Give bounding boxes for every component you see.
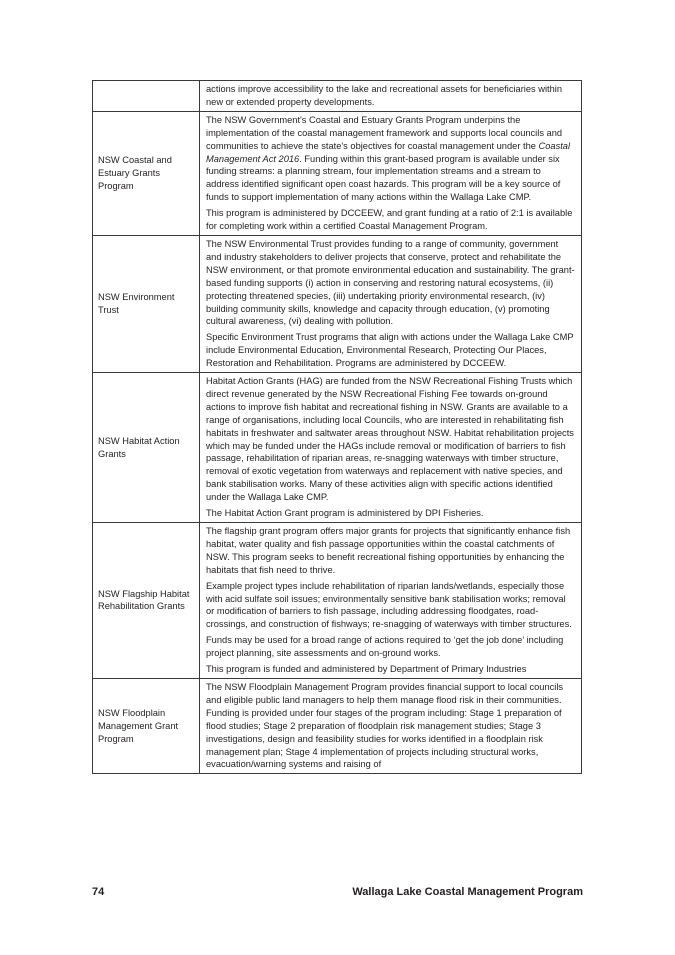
program-name-cell: NSW Habitat Action Grants [93, 373, 200, 523]
program-description-cell [200, 81, 582, 112]
description-paragraph: This program is administered by DCCEEW, and grant funding at a ratio of 2:1 is available for completing work within a certified Coastal Management Program. [206, 208, 573, 232]
program-name-cell: NSW Flagship Habitat Rehabilitation Grants [93, 523, 200, 679]
table-row [93, 678, 582, 773]
description-paragraph: The flagship grant program offers major grants for projects that significantly enhance fish habitat, water quality and fish passage opportunities within the coastal catchments of NSW. This program seeks to benefit recreational fishing opportunities by enhancing the habitats that fish need to thrive. [206, 526, 571, 575]
program-name-cell: NSW Environment Trust [93, 235, 200, 372]
description-paragraph: Funds may be used for a broad range of actions required to ‘get the job done’ including project planning, site assessments and on-ground works. [206, 635, 564, 659]
program-description-cell [200, 111, 582, 235]
table-row [93, 235, 582, 372]
description-paragraph: The Habitat Action Grant program is administered by DPI Fisheries. [206, 508, 484, 519]
description-paragraph: The NSW Government's Coastal and Estuary Grants Program underpins the implementation of the coastal management framework and supports local councils and communities to achieve the state's objectives for coastal management under the Coastal Management Act 2016. Funding within this grant-based program is available under six funding streams: a planning stream, four implementation streams and a stream to address identified significant open coast hazards. This program will be a key source of funds to support implementation of many actions within the Wallaga Lake CMP. [206, 114, 571, 203]
funding-sources-table [92, 80, 582, 774]
program-name-cell: NSW Floodplain Management Grant Program [93, 678, 200, 773]
description-paragraph: Example project types include rehabilitation of riparian lands/wetlands, especially those with acid sulfate soil issues; environmentally sensitive bank stabilisation works; removal or modification of barriers to fish passage, including addressing floodgates, road-crossings, and construction of fishways; re-snagging of waterways with timber structures. [206, 580, 572, 630]
description-paragraph: Habitat Action Grants (HAG) are funded from the NSW Recreational Fishing Trusts which direct revenue generated by the NSW Recreational Fishing Fee towards on-ground actions to improve fish habitat and recreational fishing in NSW. Grants are available to a range of organisations, including local Councils, who are interested in rehabilitating fish habitats in freshwater and saltwater areas throughout NSW. Habitat rehabilitation projects which may be funded under the HAGs include removal or modification of barriers to fish passage, rehabilitation of riparian areas, re-snagging waterways with timber structure, removal of exotic vegetation from waterways and replacement with native species, and bank stabilisation works. Many of these activities align with specific actions identified under the Wallaga Lake CMP. [206, 376, 574, 503]
program-description-cell [200, 373, 582, 523]
program-description-cell [200, 523, 582, 679]
table-row [93, 111, 582, 235]
program-description-cell [200, 678, 582, 773]
program-name-cell [93, 81, 200, 112]
description-paragraph: Specific Environment Trust programs that align with actions under the Wallaga Lake CMP include Environmental Education, Environmental Research, Protecting Our Places, Restoration and Rehabilitation. Programs are administered by DCCEEW. [206, 332, 574, 369]
description-paragraph: The NSW Floodplain Management Program provides financial support to local councils and eligible public land managers to help them manage flood risk in their communities. Funding is provided under four stages of the program including: Stage 1 preparation of flood studies; Stage 2 preparation of floodplain risk management studies; Stage 3 investigations, design and feasibility studies for works identified in a floodplain risk management plan; Stage 4 implementation of projects including structural works, evacuation/warning systems and raising of [206, 681, 564, 770]
page-number: 74 [92, 886, 105, 898]
document-title: Wallaga Lake Coastal Management Program [352, 886, 583, 898]
description-paragraph: The NSW Environmental Trust provides funding to a range of community, government and industry stakeholders to deliver projects that conserve, protect and rehabilitate the NSW environment, or that promote environmental education and sustainability. The grant-based funding supports (i) action in conserving and restoring natural ecosystems, (ii) protecting threatened species, (iii) undertaking priority environmental research, (iv) building community skills, knowledge and capacity through education, (v) promoting cultural awareness, (vi) dealing with pollution. [206, 238, 575, 327]
table-row [93, 523, 582, 679]
table-row [93, 373, 582, 523]
act-title: Coastal Management Act 2016 [206, 140, 571, 164]
table-row [93, 81, 582, 112]
description-paragraph: This program is funded and administered by Department of Primary Industries [206, 664, 527, 675]
description-paragraph: actions improve accessibility to the lake and recreational assets for beneficiaries within new or extended property developments. [206, 84, 563, 107]
program-description-cell [200, 235, 582, 372]
program-name-cell: NSW Coastal and Estuary Grants Program [93, 111, 200, 235]
